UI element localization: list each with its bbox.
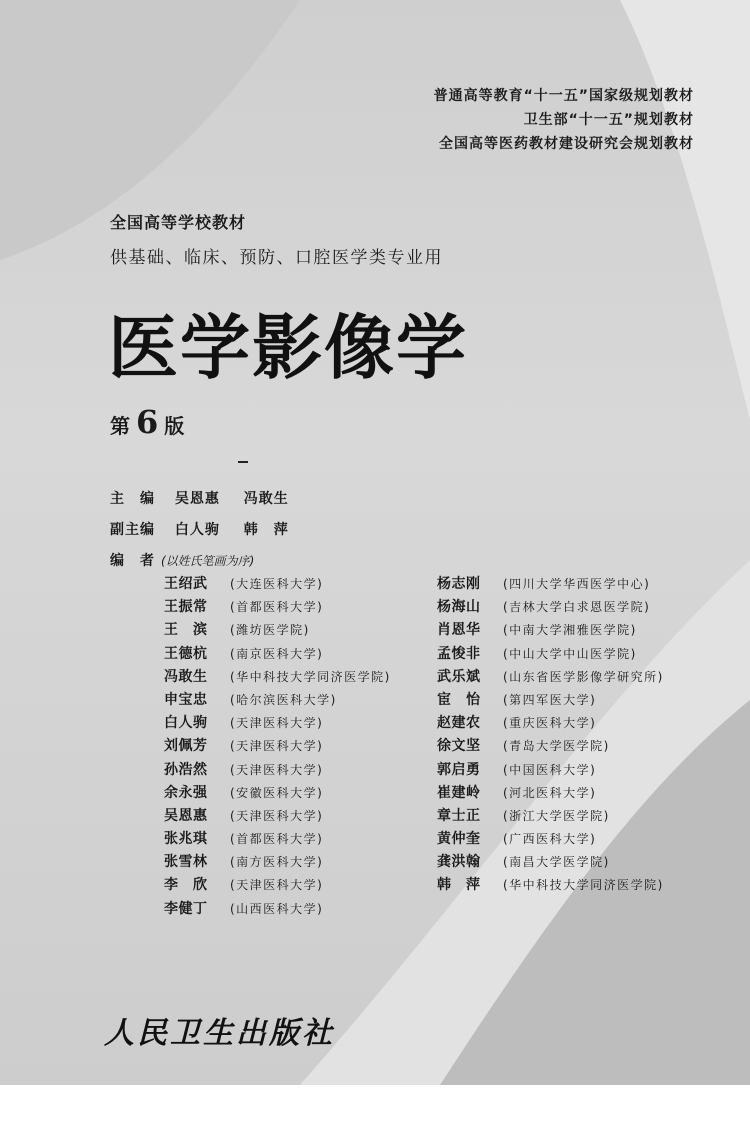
editor-name: 徐文坚: [437, 738, 481, 755]
editor-entry: [437, 851, 664, 874]
editor-name: 杨志刚: [437, 576, 481, 592]
editor-name: 孟悛非: [437, 645, 481, 662]
editor-name: 李健丁: [164, 900, 208, 917]
editor-name: 韩 萍: [437, 877, 481, 894]
editor-name: 赵建农: [437, 715, 481, 732]
editor-entry: [437, 782, 664, 805]
editor-entry: [437, 573, 664, 596]
editors-right-column: [437, 573, 664, 898]
editor-affiliation: (南方医科大学): [230, 855, 324, 870]
editor-affiliation: (天津医科大学): [230, 808, 324, 823]
editor-entry: [437, 805, 664, 828]
editor-affiliation: (中山大学中山医学院): [503, 646, 637, 661]
editor-entry: [164, 619, 391, 642]
editor-name: 刘佩芳: [164, 738, 208, 755]
editor-affiliation: (青岛大学医学院): [503, 739, 610, 754]
editor-name: 李 欣: [164, 877, 208, 894]
chief-editor-name: 冯敢生: [243, 491, 289, 507]
edition-suffix: 版: [164, 414, 185, 438]
editors-heading: [110, 550, 254, 570]
editor-entry: [164, 851, 391, 874]
editor-entry: [437, 666, 664, 689]
editor-entry: [437, 874, 664, 897]
editor-entry: [164, 828, 391, 851]
editor-entry: [164, 874, 391, 897]
editor-name: 章士正: [437, 807, 481, 824]
editor-name: 郭启勇: [437, 761, 481, 778]
editor-name: 杨海山: [437, 599, 481, 616]
editor-affiliation: (南京医科大学): [230, 646, 324, 661]
edition: [110, 403, 184, 441]
editor-affiliation: (安徽医科大学): [230, 785, 324, 800]
header-line: 普通高等教育“十一五”国家级规划教材: [433, 88, 694, 104]
editor-entry: [164, 712, 391, 735]
editors-sort-note: (以姓氏笔画为序): [161, 554, 255, 568]
editor-affiliation: (华中科技大学同济医学院): [230, 669, 391, 684]
editor-name: 王德杭: [164, 645, 208, 662]
chief-editors: [110, 488, 307, 508]
editor-name: 白人驹: [164, 715, 208, 732]
editor-affiliation: (南昌大学医学院): [503, 855, 610, 870]
editor-entry: [437, 828, 664, 851]
associate-editor-name: 白人驹: [174, 522, 220, 538]
editor-name: 张兆琪: [164, 831, 208, 848]
editor-affiliation: (天津医科大学): [230, 762, 324, 777]
editor-entry: [164, 643, 391, 666]
editor-name: 张雪林: [164, 854, 208, 871]
edition-prefix: 第: [110, 414, 130, 438]
editor-affiliation: (大连医科大学): [230, 577, 324, 591]
editor-affiliation: (浙江大学医学院): [503, 808, 610, 823]
chief-editors-label: 主 编: [110, 491, 155, 507]
editor-entry: [164, 596, 391, 619]
editor-entry: [164, 759, 391, 782]
editor-affiliation: (天津医科大学): [230, 739, 324, 754]
editor-affiliation: (河北医科大学): [503, 785, 597, 800]
associate-editors-label: 副主编: [110, 522, 155, 538]
editor-entry: [164, 666, 391, 689]
editor-entry: [164, 689, 391, 712]
divider-dash: [238, 461, 248, 463]
editor-name: 崔建岭: [437, 784, 481, 801]
editor-entry: [437, 619, 664, 642]
editor-name: 武乐斌: [437, 668, 481, 685]
editor-name: 余永强: [164, 784, 208, 801]
editor-name: 孙浩然: [164, 761, 208, 778]
associate-editor-name: 韩 萍: [243, 522, 289, 538]
editor-affiliation: (潍坊医学院): [230, 623, 310, 638]
editor-entry: [437, 596, 664, 619]
editor-entry: [164, 735, 391, 758]
editor-affiliation: (第四军医大学): [503, 692, 597, 707]
editor-affiliation: (山西医科大学): [230, 901, 324, 916]
editor-name: 王振常: [164, 599, 208, 616]
editor-entry: [437, 735, 664, 758]
editor-affiliation: (四川大学华西医学中心): [503, 577, 651, 591]
editor-name: 冯敢生: [164, 668, 208, 685]
editor-name: 宦 怡: [437, 691, 481, 708]
editor-name: 吴恩惠: [164, 807, 208, 824]
book-title: 医学影像学: [108, 306, 468, 389]
editor-name: 王 滨: [164, 622, 208, 639]
editor-affiliation: (哈尔滨医科大学): [230, 692, 337, 707]
editor-entry: [164, 573, 391, 596]
associate-editors: [110, 519, 307, 539]
editor-entry: [437, 759, 664, 782]
editor-entry: [164, 805, 391, 828]
chief-editor-name: 吴恩惠: [174, 491, 220, 507]
editor-name: 黄仲奎: [437, 831, 481, 848]
editor-entry: [437, 689, 664, 712]
editor-affiliation: (首都医科大学): [230, 600, 324, 615]
editor-affiliation: (山东省医学影像学研究所): [503, 669, 664, 684]
editor-affiliation: (吉林大学白求恩医学院): [503, 600, 651, 615]
editor-name: 王绍武: [164, 576, 208, 592]
editor-name: 申宝忠: [164, 691, 208, 708]
editor-affiliation: (中国医科大学): [503, 762, 597, 777]
editor-affiliation: (天津医科大学): [230, 878, 324, 893]
editor-entry: [164, 782, 391, 805]
editor-affiliation: (天津医科大学): [230, 716, 324, 731]
usage-line: 供基础、临床、预防、口腔医学类专业用: [110, 248, 443, 268]
edition-number: 6: [136, 403, 159, 441]
editors-label: 编 者: [110, 553, 155, 569]
editor-entry: [437, 712, 664, 735]
editor-affiliation: (广西医科大学): [503, 832, 597, 847]
editor-affiliation: (首都医科大学): [230, 832, 324, 847]
editor-affiliation: (中南大学湘雅医学院): [503, 623, 637, 638]
editor-entry: [437, 643, 664, 666]
editors-left-column: [164, 573, 391, 921]
editor-entry: [164, 898, 391, 921]
editor-name: 龚洪翰: [437, 854, 481, 871]
publisher-logo-text: 人民卫生出版社: [104, 1016, 335, 1051]
editor-affiliation: (重庆医科大学): [503, 716, 597, 731]
header-line: 卫生部“十一五”规划教材: [523, 112, 694, 128]
series-name: 全国高等学校教材: [110, 213, 247, 232]
header-line: 全国高等医药教材建设研究会规划教材: [439, 136, 694, 152]
editor-affiliation: (华中科技大学同济医学院): [503, 878, 664, 893]
editor-name: 肖恩华: [437, 622, 481, 639]
